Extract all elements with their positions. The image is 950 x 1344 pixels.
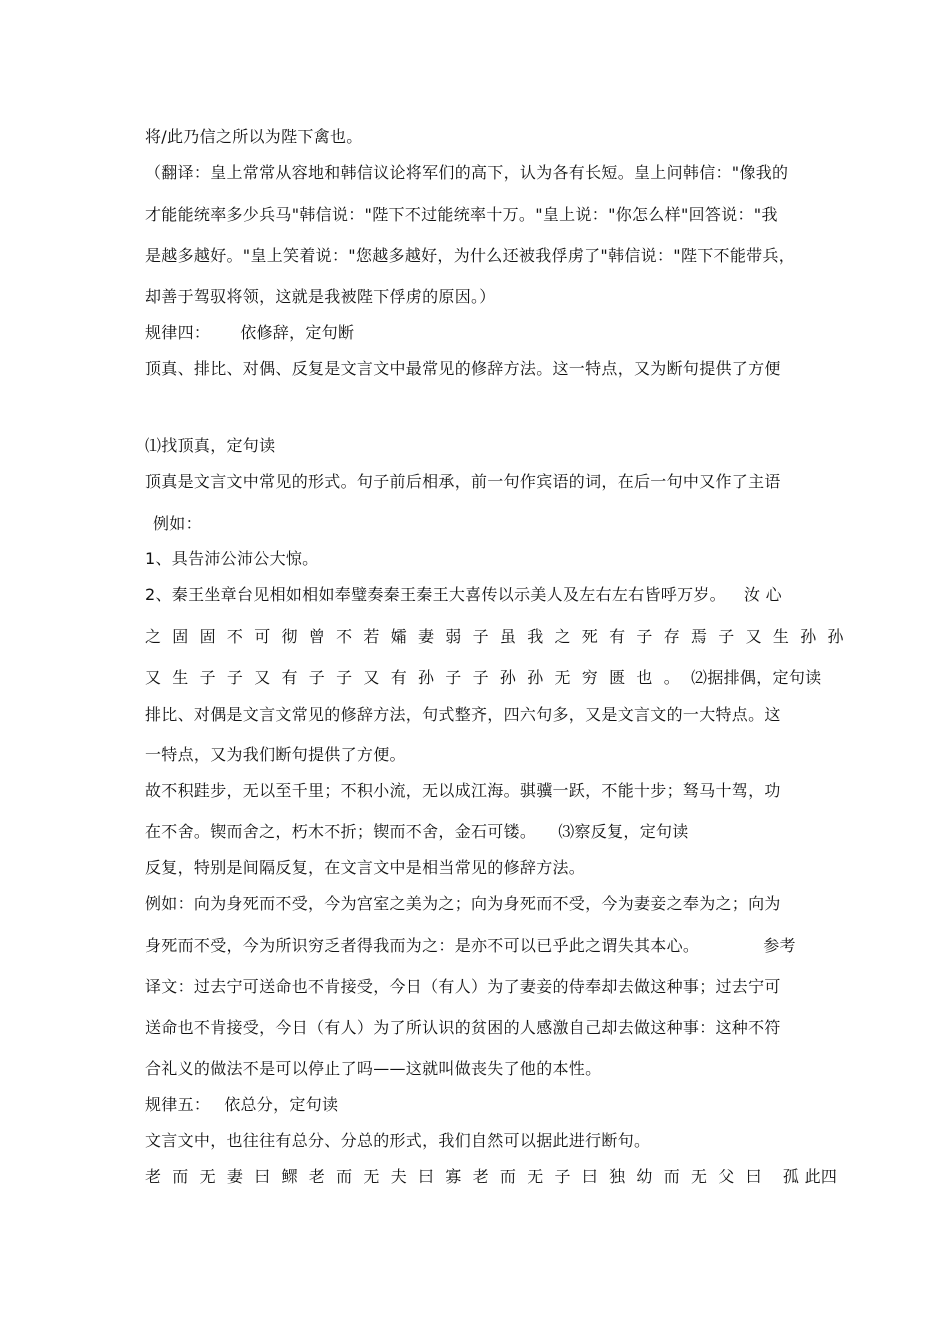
example-sentence: 又生子子又有子子又有孙子子孙孙无穷匮也。	[145, 668, 692, 687]
section-heading: ⑴找顶真，定句读	[145, 436, 276, 455]
text-line: （翻译：皇上常常从容地和韩信议论将军们的高下，认为各有长短。皇上问韩信："像我的	[145, 163, 789, 182]
example-sentence: 在不舍。锲而舍之，朽木不折；锲而不舍，金石可镂。	[145, 822, 537, 841]
text-line: 排比、对偶是文言文常见的修辞方法，句式整齐，四六句多，又是文言文的一大特点。这	[145, 705, 781, 724]
rule-label: 规律四：	[145, 323, 211, 342]
text-line: 合礼义的做法不是可以停止了吗——这就叫做丧失了他的本性。	[145, 1059, 602, 1078]
text-line: 之固固不可彻曾不若孀妻弱子虽我之死有子存焉子又生孙孙	[145, 627, 855, 646]
example-sentence: 身死而不受，今为所识穷乏者得我而为之：是亦不可以已乎此之谓失其本心。	[145, 936, 700, 955]
text-line: 文言文中，也往往有总分、分总的形式，我们自然可以据此进行断句。	[145, 1131, 651, 1150]
reference-label: 参考	[763, 936, 796, 955]
rule-title: 依修辞，定句断	[240, 323, 355, 342]
example-sentence: 老而无妻曰鳏老而无夫曰寡老而无子曰独幼而无父曰	[145, 1167, 773, 1186]
rule-heading	[145, 1095, 338, 1115]
text-line	[145, 668, 821, 688]
text-line: 一特点，又为我们断句提供了方便。	[145, 745, 406, 764]
text-line: 才能能统率多少兵马"韩信说："陛下不过能统率十万。"皇上说："你怎么样"回答说："我	[145, 205, 778, 224]
text-line	[145, 936, 796, 956]
text-line: 例如：向为身死而不受，今为宫室之美为之；向为身死而不受，今为妻妾之奉为之；向为	[145, 894, 781, 913]
text-line: 却善于驾驭将领，这就是我被陛下俘虏的原因。）	[145, 287, 496, 306]
text-line	[145, 1167, 837, 1187]
example-sentence: 孤 此四	[782, 1167, 838, 1186]
text-line: 将/此乃信之所以为陛下禽也。	[145, 127, 363, 146]
rule-heading	[145, 323, 354, 343]
section-heading: ⑶察反复，定句读	[558, 822, 689, 841]
text-line	[145, 585, 782, 605]
section-heading: ⑵据排偶，定句读	[691, 668, 822, 687]
rule-label: 规律五：	[145, 1095, 211, 1114]
text-line	[145, 822, 689, 842]
text-line: 反复，特别是间隔反复，在文言文中是相当常见的修辞方法。	[145, 858, 586, 877]
text-line: 故不积跬步，无以至千里；不积小流，无以成江海。骐骥一跃，不能十步；驽马十驾，功	[145, 781, 781, 800]
rule-title: 依总分，定句读	[224, 1095, 339, 1114]
text-line: 是越多越好。"皇上笑着说："您越多越好，为什么还被我俘虏了"韩信说："陛下不能带兵，	[145, 246, 796, 265]
text-line: 顶真、排比、对偶、反复是文言文中最常见的修辞方法。这一特点，又为断句提供了方便	[145, 359, 781, 378]
text-line: 送命也不肯接受，今日（有人）为了所认识的贫困的人感激自己却去做这种事：这种不符	[145, 1018, 781, 1037]
text-line: 顶真是文言文中常见的形式。句子前后相承，前一句作宾语的词，在后一句中又作了主语	[145, 472, 781, 491]
text-line: 1、具告沛公沛公大惊。	[145, 549, 319, 568]
example-sentence: 汝 心	[743, 585, 782, 604]
text-line: 例如：	[153, 514, 202, 533]
example-sentence: 2、秦王坐章台见相如相如奉璧奏秦王秦王大喜传以示美人及左右左右皆呼万岁。	[145, 585, 726, 604]
text-line: 译文：过去宁可送命也不肯接受，今日（有人）为了妻妾的侍奉却去做这种事；过去宁可	[145, 977, 781, 996]
